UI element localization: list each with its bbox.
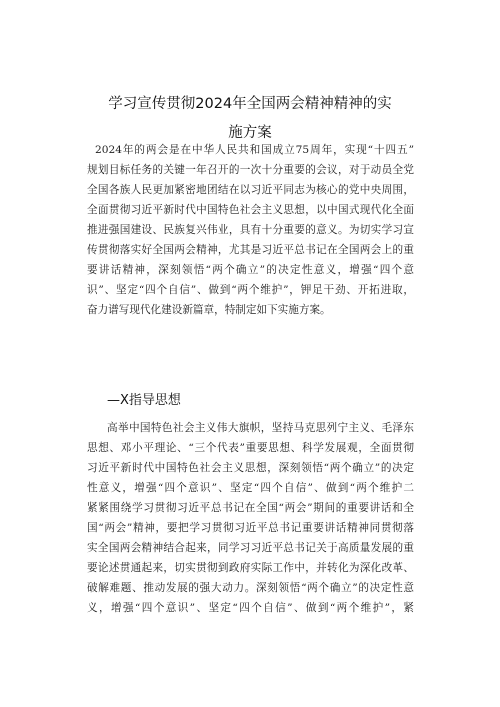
paragraph-line: 奋力谱写现代化建设新篇章，特制定如下实施方案。 xyxy=(87,304,331,316)
paragraph-line: 习近平新时代中国特色社会主义思想，深刻领悟“两个确立”的决定 xyxy=(87,462,414,474)
paragraph-line: 性意义，增强“四个意识”、坚定“四个自信”、做到“两个维护二 xyxy=(87,482,414,494)
paragraph-line: 紧紧围绕学习贯彻习近平总书记在全国“两会”期间的重要讲话和全 xyxy=(87,502,414,514)
document-title-line-2: 施方案 xyxy=(228,125,272,141)
paragraph-line: 2024年的两会是在中华人民共和国成立75周年，实现“十四五” xyxy=(95,144,414,156)
paragraph-line: 全国各族人民更加紧密地团结在以习近平同志为核心的党中央周围， xyxy=(87,184,414,196)
paragraph-line: 推进强国建设、民族复兴伟业，具有十分重要的意义。为切实学习宣 xyxy=(87,224,414,236)
paragraph-line: 要讲话精神，深刻领悟“两个确立”的决定性意义，增强“四个意 xyxy=(87,264,414,276)
paragraph-line: 要论述贯通起来，切实贯彻到政府实际工作中，并转化为深化改革、 xyxy=(87,562,414,574)
paragraph-line: 国“两会”精神，要把学习贯彻习近平总书记重要讲话精神同贯彻落 xyxy=(87,522,414,534)
document-title-line-1: 学习宣传贯彻2024年全国两会精神精神的实 xyxy=(108,96,392,112)
paragraph-line: 识”、坚定“四个自信”、做到“两个维护”，钾足干劲、开拓进取， xyxy=(87,284,414,296)
paragraph-line: 思想、邓小平理论、“三个代表”重要思想、科学发展观，全面贯彻 xyxy=(87,442,414,454)
paragraph-line: 义，增强“四个意识”、坚定“四个自信”、做到“两个维护”，紧 xyxy=(87,602,414,614)
paragraph-line: 高举中国特色社会主义伟大旗帜，坚持马克思列宁主义、毛泽东 xyxy=(107,422,414,434)
paragraph-line: 规划目标任务的关键一年召开的一次十分重要的会议，对于动员全党 xyxy=(87,164,414,176)
section-heading: —X指导思想 xyxy=(107,393,181,408)
paragraph-line: 实全国两会精神结合起来，同学习习近平总书记关于高质量发展的重 xyxy=(87,542,414,554)
paragraph-line: 传贯彻落实好全国两会精神，尤其是习近平总书记在全国两会上的重 xyxy=(87,244,414,256)
paragraph-line: 破解难题、推动发展的强大动力。深刻领悟“两个确立”的决定性意 xyxy=(87,582,414,594)
paragraph-line: 全面贯彻习近平新时代中国特色社会主义思想，以中国式现代化全面 xyxy=(87,204,414,216)
